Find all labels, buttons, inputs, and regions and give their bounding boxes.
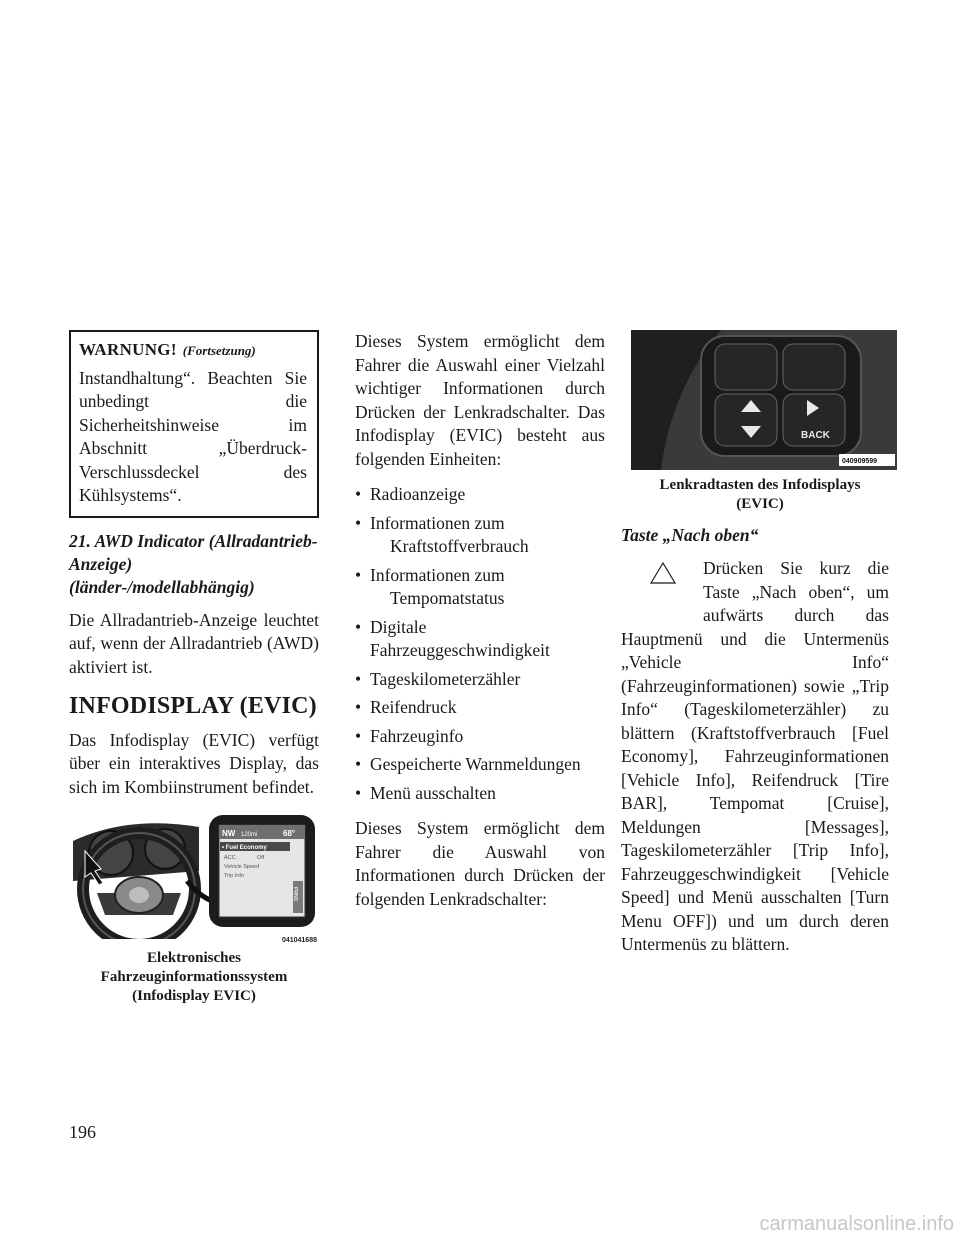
screen-menu-acc-value: Off	[257, 855, 265, 861]
awd-heading: 21. AWD Indicator (Allradantrieb-Anzeige) (länder-/modellabhängig)	[69, 530, 318, 597]
figure1-code: 041041688	[281, 937, 317, 944]
list-item-label: Informationen zum	[370, 512, 505, 533]
list-item	[355, 564, 605, 611]
list-item-label: Informationen zum	[370, 564, 505, 585]
list-item-label: Menü ausschalten	[370, 782, 496, 803]
list-item-label: Radioanzeige	[370, 484, 466, 504]
figure2-caption	[621, 476, 889, 514]
column-2	[355, 330, 605, 923]
page-number: 196	[69, 1122, 96, 1142]
list-item	[355, 753, 605, 777]
screen-heading-dir: NW	[222, 829, 236, 838]
steering-buttons-figure	[621, 330, 889, 514]
list-item-label-cont: Kraftstoffverbrauch	[390, 536, 529, 556]
list-item-label: Gespeicherte Warnmeldungen	[370, 754, 581, 774]
figure2-caption-line1: Lenkradtasten des Infodisplays	[659, 477, 861, 493]
figure1-caption	[69, 949, 319, 1006]
figure1-caption-line2: Fahrzeuginformationssystem	[100, 969, 288, 985]
screen-menu-speed: Vehicle Speed	[224, 864, 260, 870]
list-item-label: Tageskilometerzähler	[370, 668, 521, 689]
figure2-code: 040909599	[842, 458, 878, 465]
screen-gear-letters: PRND	[292, 887, 298, 902]
screen-menu-selected: • Fuel Economy	[222, 845, 267, 851]
list-item	[355, 483, 605, 507]
list-item	[355, 616, 605, 663]
evic-heading: INFODISPLAY (EVIC)	[69, 693, 317, 719]
list-item-label: Digitale Fahrzeuggeschwindigkeit	[370, 616, 550, 660]
steering-wheel-evic-illustration	[69, 811, 319, 939]
evic-para3: Dieses System ermöglicht dem Fahrer die Auswahl von Informationen durch Drücken der folgenden Lenkradschalter:	[355, 818, 605, 909]
screen-temp: 68°	[283, 829, 296, 838]
evic-display-figure	[69, 811, 319, 1006]
list-item-label: Reifendruck	[370, 697, 457, 717]
evic-intro: Das Infodisplay (EVIC) verfügt über ein interaktives Display, das sich im Kombiinstrument befindet.	[69, 729, 319, 797]
evic-steering-buttons-photo	[631, 330, 897, 470]
list-item	[355, 512, 605, 559]
up-chevron-icon	[621, 557, 703, 587]
evic-units-list	[355, 483, 605, 805]
column-1	[69, 330, 319, 1006]
up-button-icon-wrap	[621, 557, 703, 607]
back-button-label: BACK	[801, 430, 830, 441]
figure1-caption-line1: Elektronisches	[147, 950, 241, 966]
warning-body: Instandhaltung“. Beachten Sie unbedingt die Sicherheitshinweise im Abschnitt „Überdruck-Verschlussdeckel des Kühlsystems“.	[79, 367, 307, 505]
list-item-label-cont: Tempomatstatus	[390, 588, 505, 608]
figure2-caption-line2: (EVIC)	[736, 496, 784, 512]
screen-range: 120mi	[241, 832, 258, 838]
watermark: carmanualsonline.info	[759, 1213, 954, 1235]
warning-continued: (Fortsetzung)	[182, 343, 256, 358]
warning-box	[69, 330, 319, 518]
warning-header	[79, 338, 307, 363]
figure1-caption-line3: (Infodisplay EVIC)	[132, 988, 256, 1004]
list-item	[355, 725, 605, 749]
warning-title: WARNUNG!	[79, 340, 177, 359]
screen-menu-acc: ACC	[224, 855, 236, 861]
screen-menu-trip: Trip Info	[224, 873, 244, 879]
list-item	[355, 696, 605, 720]
awd-body: Die Allradantrieb-Anzeige leuchtet auf, wenn der Allradantrieb (AWD) aktiviert ist.	[69, 609, 319, 677]
list-item	[355, 668, 605, 692]
evic-para2: Dieses System ermöglicht dem Fahrer die Auswahl einer Vielzahl wichtiger Informationen durch Drücken der Lenkradschalter. Das Infodisplay (EVIC) besteht aus folgenden Einheiten:	[355, 331, 605, 469]
up-button-body: Drücken Sie kurz die Taste „Nach oben“, um aufwärts durch das Hauptmenü und die Untermenüs „Vehicle Info“ (Fahrzeuginformationen) sowie „Trip Info“ (Tageskilometerzähler) zu blättern (Kraftstoffverbrauch [Fuel Economy], Fahrzeuginformationen [Vehicle Info], Reifendruck [Tire BAR], Tempomat [Cruise], Meldungen [Messages], Tageskilometerzähler [Trip Info], Fahrzeuggeschwindigkeit [Vehicle Speed] und Menü ausschalten [Turn Menu OFF]) und um durch deren Untermenüs zu blättern.	[621, 558, 889, 954]
list-item	[355, 782, 605, 806]
column-3	[621, 330, 889, 969]
list-item-label: Fahrzeuginfo	[370, 725, 464, 746]
up-button-heading: Taste „Nach oben“	[621, 525, 759, 545]
